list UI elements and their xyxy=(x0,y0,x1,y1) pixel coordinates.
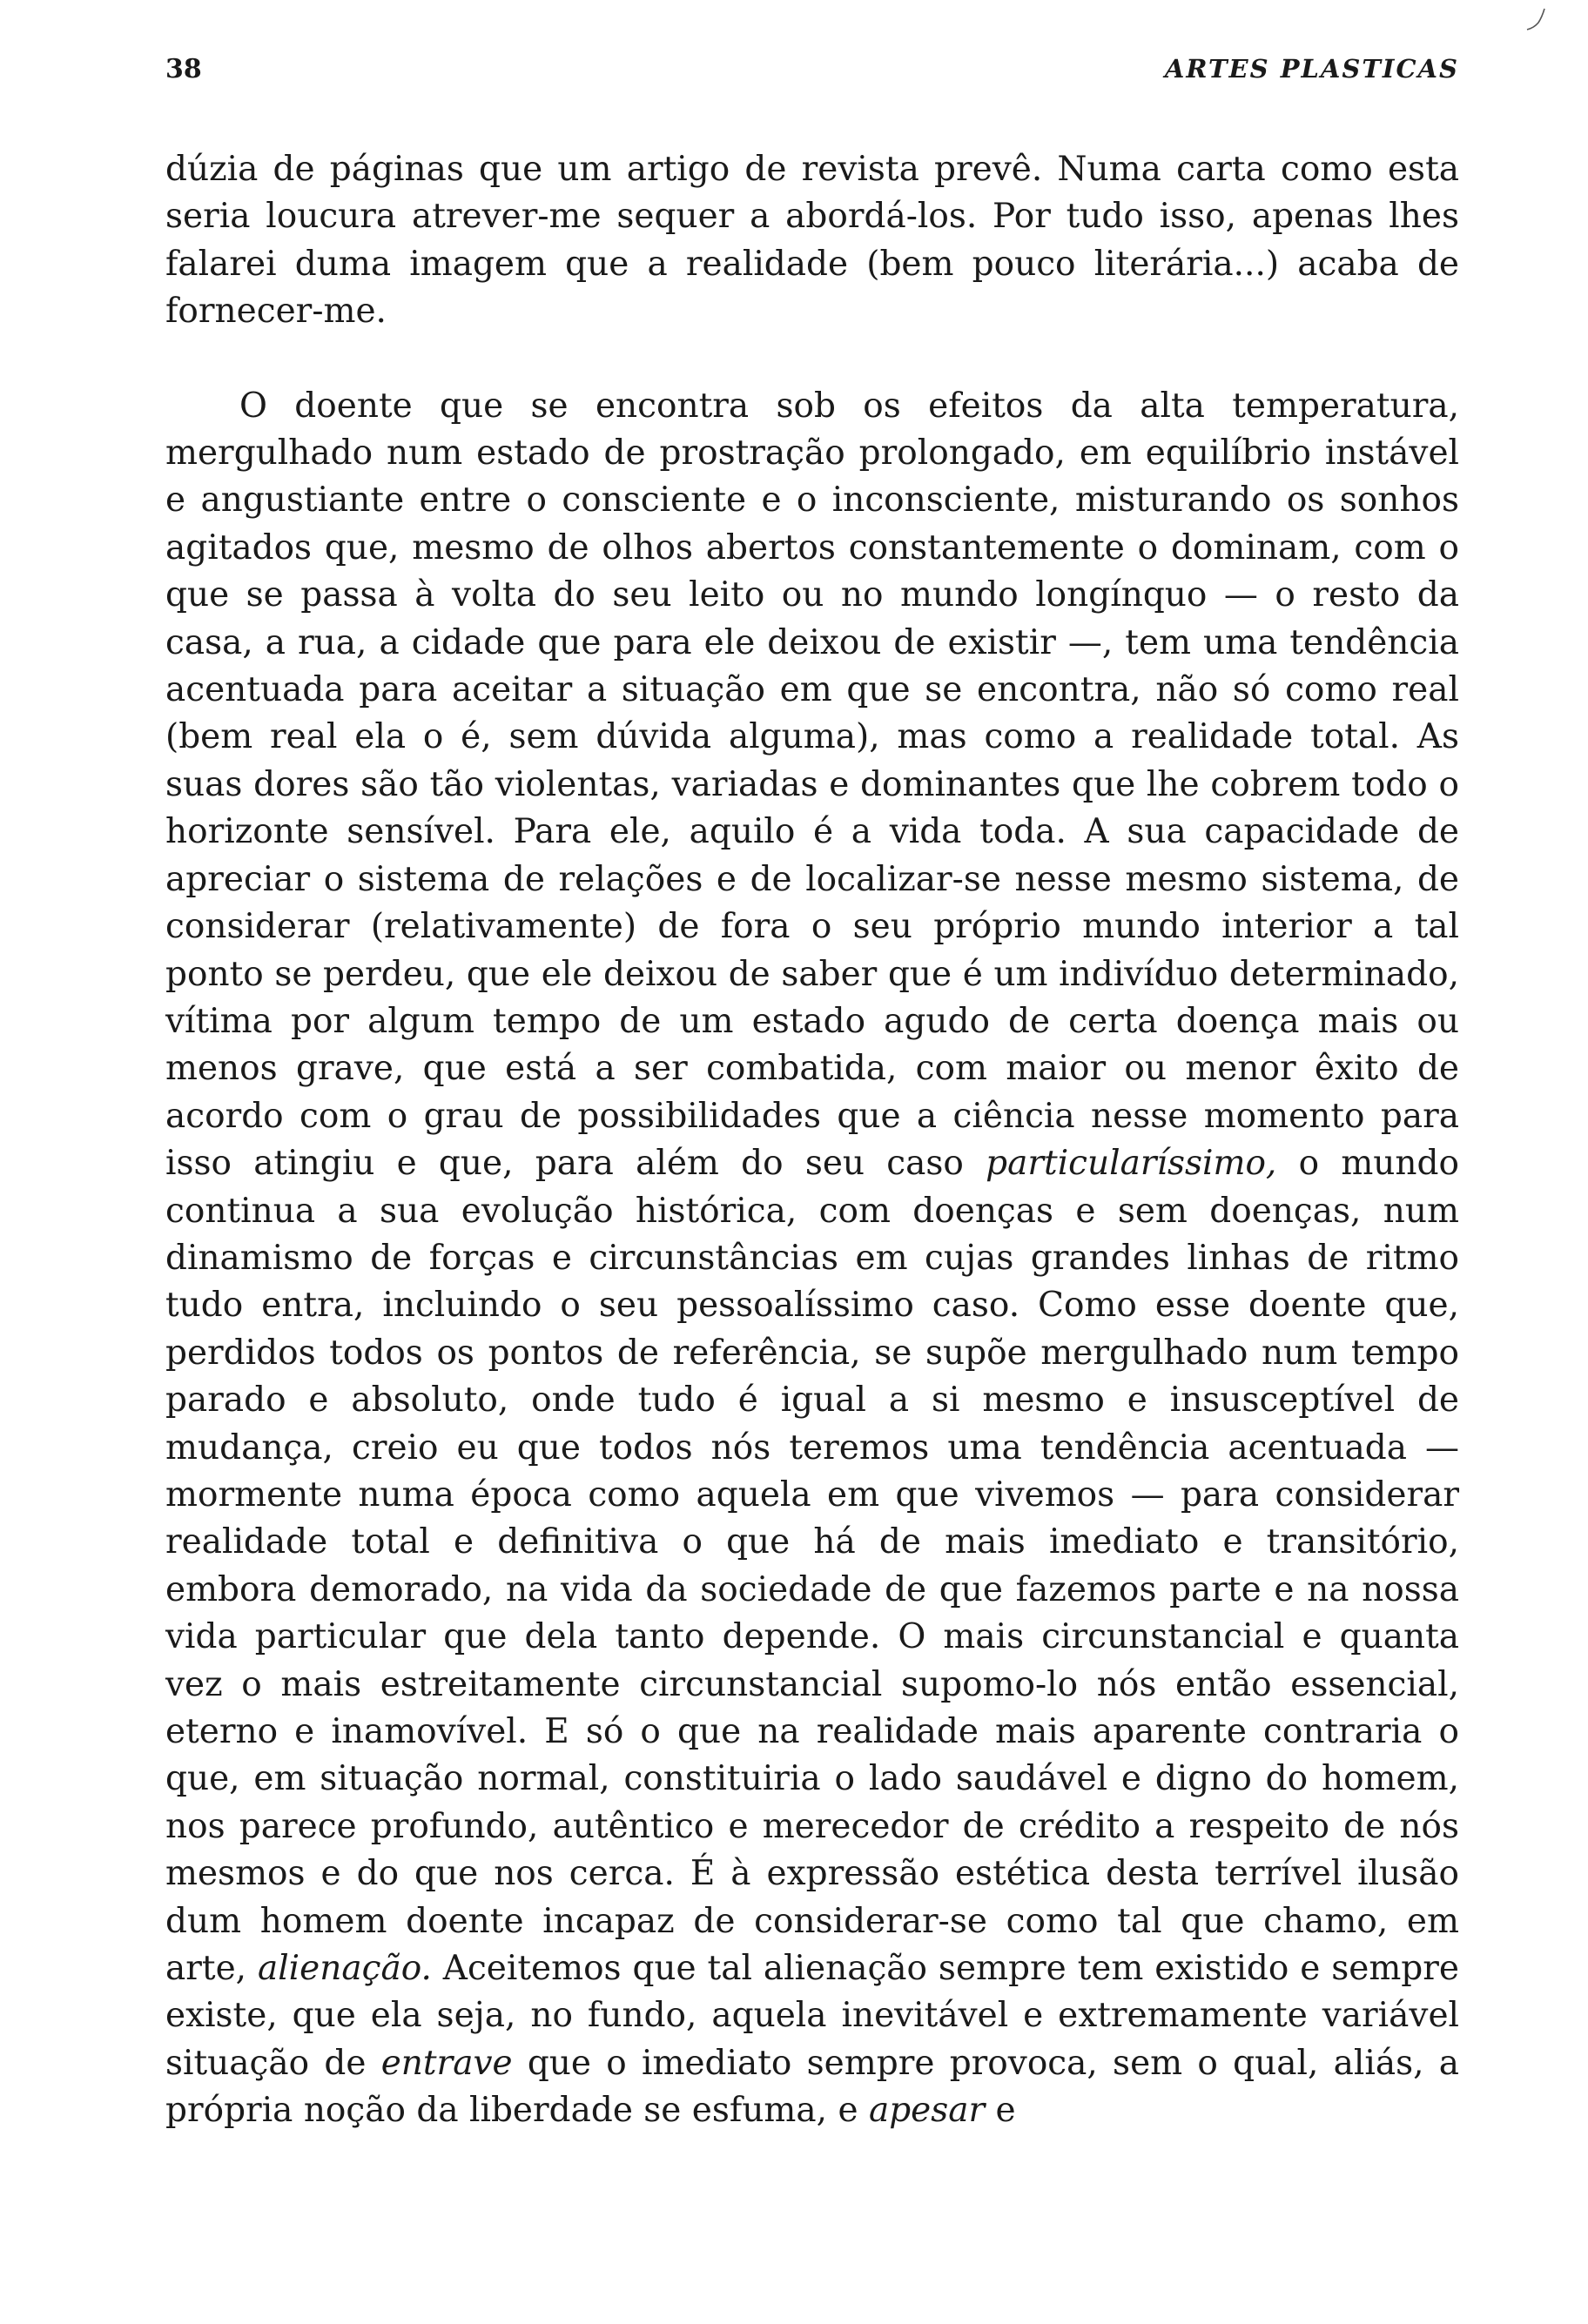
italic-word: entrave xyxy=(380,2043,513,2083)
text-run: O doente que se encontra sob os efeitos da alta temperatura, mergulhado num estado de prostração prolongado, em equilíbrio instável e angustiante entre o consciente e o inconsciente, misturando os sonhos agitados que, mesmo de olhos abertos constantemente o dominam, com o que se passa à volta do seu leito ou no mundo longínquo — o resto da casa, a rua, a cidade que para ele deixou de existir —, tem uma tendência acentuada para aceitar a situação em que se encontra, não só como real (bem real ela o é, sem dúvida alguma), mas como a realidade total. As suas dores são tão violentas, variadas e dominantes que lhe cobrem todo o horizonte sensível. Para ele, aquilo é a vida toda. A sua capacidade de apreciar o sistema de relações e de localizar-se nesse mesmo sistema, de considerar (relativamente) de fora o seu próprio mundo interior a tal ponto se perdeu, que ele deixou de saber que é um indivíduo determinado, vítima por algum tempo de um estado agudo de certa doença mais ou menos grave, que está a ser combatida, com maior ou menor êxito de acordo com o grau de possibilidades que a ciência nesse momento para isso atingiu e que, para além do seu caso xyxy=(165,386,1459,1184)
paragraph xyxy=(165,383,1459,2135)
page-header xyxy=(165,54,1459,106)
text-run: dúzia de páginas que um artigo de revista prevê. Numa carta como esta seria loucura atrever-me sequer a abordá-los. Por tudo isso, apenas lhes falarei duma imagem que a realidade (bem pouco literária...) acaba de fornecer-me. xyxy=(165,150,1459,332)
pencil-mark-icon xyxy=(1525,5,1546,33)
italic-word: apesar xyxy=(868,2091,986,2131)
text-run: Aceitemos que tal alienação sempre tem existido e sempre existe, que ela seja, no fundo, aquela inevitável e extremamente variável situação de xyxy=(165,1949,1459,2083)
paragraph xyxy=(165,146,1459,336)
page-number: 38 xyxy=(165,54,202,84)
body-text xyxy=(165,146,1459,2135)
italic-word: alienação. xyxy=(257,1949,432,1989)
italic-word: particularíssimo, xyxy=(986,1144,1277,1184)
text-run: que o imediato sempre provoca, sem o qual, aliás, a própria noção da liberdade se esfuma, e xyxy=(165,2043,1459,2131)
text-run: o mundo continua a sua evolução histórica, com doenças e sem doenças, num dinamismo de forças e circunstâncias em cujas grandes linhas de ritmo tudo entra, incluindo o seu pessoalíssimo caso. Como esse doente que, perdidos todos os pontos de referência, se supõe mergulhado num tempo parado e absoluto, onde tudo é igual a si mesmo e insusceptível de mudança, creio eu que todos nós teremos uma tendência acentuada — mormente numa época como aquela em que vivemos — para considerar realidade total e definitiva o que há de mais imediato e transitório, embora demorado, na vida da sociedade de que fazemos parte e na nossa vida particular que dela tanto depende. O mais circunstancial e quanta vez o mais estreitamente circunstancial supomo-lo nós então essencial, eterno e inamovível. E só o que na realidade mais aparente contraria o que, em situação normal, constituiria o lado saudável e digno do homem, nos parece profundo, autêntico e merecedor de crédito a respeito de nós mesmos e do que nos cerca. É à expressão estética desta terrível ilusão dum homem doente incapaz de considerar-se como tal que chamo, em arte, xyxy=(165,1144,1459,1989)
text-run: e xyxy=(985,2091,1016,2131)
running-head: ARTES PLASTICAS xyxy=(1164,54,1459,84)
